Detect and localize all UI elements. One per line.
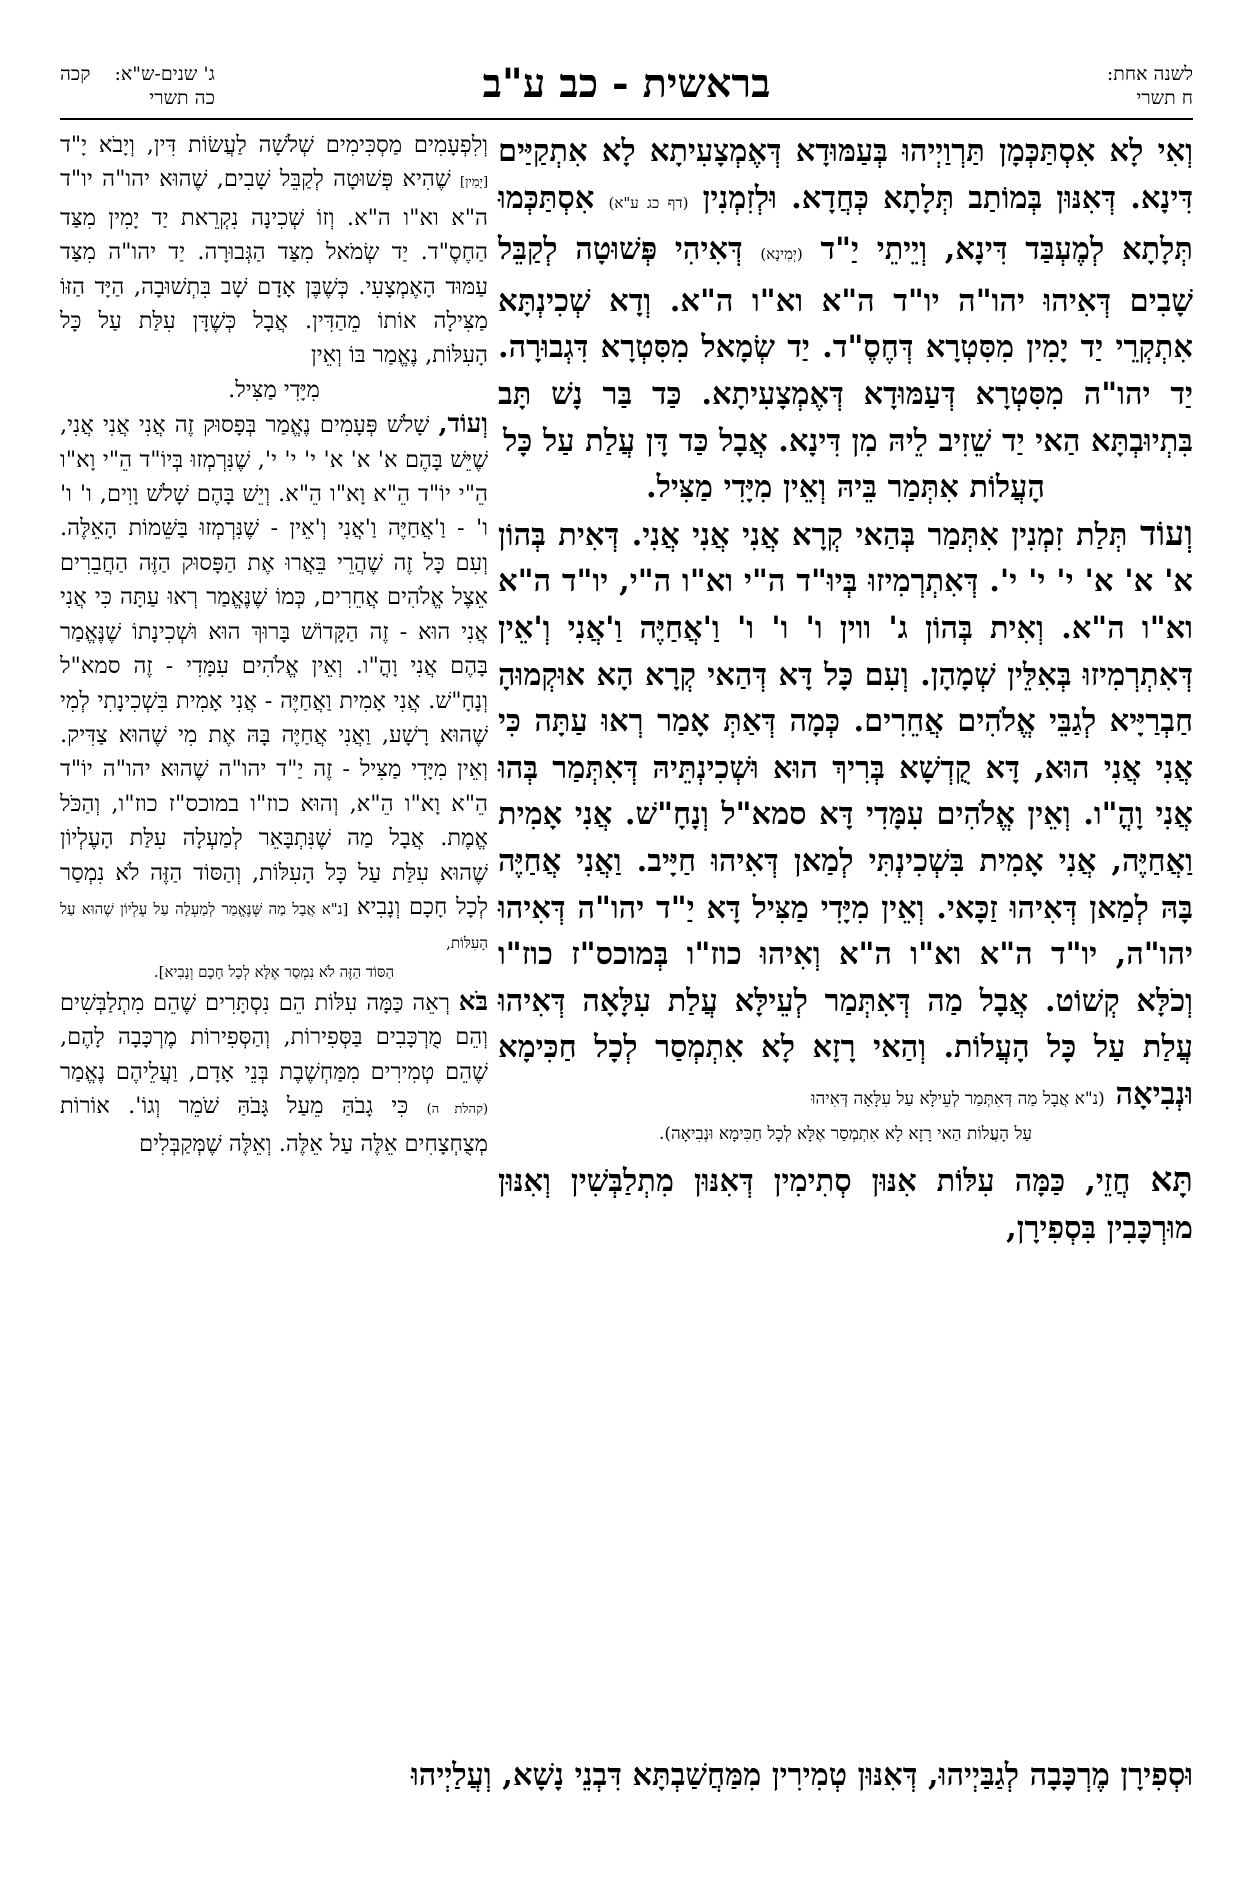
aramaic-text: תְּלַת זִמְנִין אִתְּמַר בְּהַאי קְרָא אֲנִי אֲנִי אֲנִי. דְּאִית בְּהוֹן א' א' א' י' י' י'. דְּאִתְרְמִיזוּ בְּיוּ"ד ה"י וא"ו ה"י, יו"ד ה"א וא"ו ה"א. וְאִית בְּהוֹן ג' ווין ו' ו' ו' וַ'אֲחַיֶּה וַ'אֲנִי וְ'אֵין דְּאִתְרְמִיזוּ בְּאִלֵּין שְׁמָהָן. וְעִם כָּל דָּא דְּהַאי קְרָא הָא אוּקְמוּהָ חַבְרַיָּיא לְגַבֵּי אֱלֹהִים אֲחֵרִים. כְּמָה דְּאַתְּ אָמַר רְאוּ עַתָּה כִּי אֲנִי אֲנִי הוּא, דָּא קֻדְשָׁא בְּרִיךְ הוּא וּשְׁכִינְתֵּיהּ דְּאִתְּמַר בְּהוּ אֲנִי וָהֳ"ו. וְאֵין אֱלֹהִים עִמָּדִי דָּא סמא"ל וְנָחָ"שׁ. אֲנִי אָמִית וַאֲחַיֶּה, אֲנִי אָמִית בִּשְׁכִינְתִּי לְמַאן דְּאִיהוּ חַיָּיב. וַאֲנִי אֲחַיֶּה בָּהּ לְמַאן דְּאִיהוּ זַכָּאי. וְאֵין מִיָּדִי מַצִּיל דָּא יַ"ד יהו"ה דְּאִיהוּ יהו"ה, יו"ד ה"א וא"ו ה"א וְאִיהוּ כוז"ו בְּמוכס"ז כוז"ו וְכֹלָּא קְשׁוֹט. אֲבָל מַה דְּאִתְּמַר לְעֵילָּא עֲלַת עִלָּאָה דְּאִיהוּ עֲלַת עַל כָּל הָעֲלוֹת. וְהַאי רָזָא לָא אִתְמְסַר לְכָל חַכִּימָא וּנְבִיאָה <box>498 516 1193 1112</box>
hebrew-text: רְאֵה כַּמָּה עִלּוֹת הֵם נִסְתָּרִים שֶׁהֵם מִתְלַבְּשִׁים וְהֵם מֻרְכָּבִים בַּסְּפִירוֹת, וְהַסְּפִירוֹת מֶרְכָּבָה לָהֶם, שֶׁהֵם טְמִירִים מִמַּחְשֶׁבֶת בְּנֵי אָדָם, וַעֲלֵיהֶם נֶאֱמַר <box>60 989 488 1085</box>
hebrew-translation-column <box>60 128 488 1162</box>
hebrew-text: וְלִפְעָמִים מַסְכִּימִים שְׁלֹשָׁה לַעֲשׂוֹת דִּין, וְיָבֹא יָ"ד <box>60 132 488 158</box>
aramaic-paragraph-2 <box>498 511 1193 1118</box>
aramaic-continuation-line: וּסְפִירָן מֶרְכָּבָה לְגַבַּיְיהוּ, דְּאִנּוּן טְמִירִין מִמַּחֲשַׁבְתָּא דִּבְנֵי נָשָׁא, וְעֲלַיְיהוּ <box>410 1757 1193 1793</box>
aramaic-paragraph-1 <box>498 128 1193 464</box>
paragraph-opening-word: וְעוֹד, <box>438 409 489 440</box>
page-number: קכה <box>60 63 91 85</box>
aramaic-paragraph-3 <box>498 1157 1193 1251</box>
aramaic-text: דְּאִיהִי פְּשׁוּטָה לְקַבֵּל שָׁבִים דְּאִיהוּ יהו"ה יו"ד ה"א וא"ו ה"א. וְדָא שְׁכִינְתָּא אִתְקְרֵי יַד יָמִין מִסִּטְרָא דְּחֶסֶ"ד. יַד שְׂמָאל מִסִּטְרָא דִּגְבוּרָה. יַד יהו"ה מִסִּטְרָא דְּעַמּוּדָא דְּאֶמְצָעִיתָא. כַּד בַּר נָשׁ תָּב בִּתְיוּבְתָּא הַאי יַד שֵׁזִיב לֵיהּ מִן דִּינָא. אֲבָל כַּד דָּן עֲלַת עַל כָּל <box>498 231 1193 459</box>
paragraph-opening-word: וְעוֹד <box>1140 513 1193 554</box>
hebrew-paragraph-2 <box>60 407 488 959</box>
aramaic-text: וְאִי לָא אִסְתַּכְּמָן תַּרְוַיְיהוּ בְּעַמּוּדָא דְּאֶמְצָעִיתָא לָא אִתְקַיַּים דִּינָא. דְּאִנּוּן בְּמוֹתַב תְּלָתָא כְּחֲדָא. וּלְזִמְנִין <box>498 133 1193 216</box>
hebrew-paragraph-3 <box>60 985 488 1162</box>
hebrew-text: כִּי גָבֹהַּ מֵעַל גָּבֹהַּ שֹׁמֵר וְגוֹ'. אוֹרוֹת מְצֻחְצָחִים אֵלֶּה עַל אֵלֶּה. וְאֵלֶּה שֶׁמְּקַבְּלִים <box>60 1092 488 1158</box>
variant-reference: [יָמִין] <box>460 175 489 191</box>
hebrew-paragraph-1 <box>60 128 488 373</box>
variant-note: [נ"א אֲבָל מַה שֶּׁנֶּאֱמַר לְמַעְלָה עַל עֶלְיוֹן שֶׁהוּא עַל הָעִלּוֹת, <box>60 899 488 953</box>
folio-reference: (דף כג ע"א) <box>608 193 689 212</box>
hebrew-text: שֶׁהִיא פְּשׁוּטָה לְקַבֵּל שָׁבִים, שֶׁהוּא יהו"ה יו"ד ה"א וא"ו ה"א. וְזוֹ שְׁכִינָה נִקְרֵאת יַד יָמִין מִצַּד הַחֶסֶ"ד. יַד שְׂמֹאל מִצַּד הַגְּבוּרָה. יַד יהו"ה מִצַּד עַמּוּד הָאֶמְצָעִי. כְּשֶׁבֶּן אָדָם שָׁב בִּתְשׁוּבָה, הַיָּד הַזּוֹ מַצִּילָה אוֹתוֹ מֵהַדִּין. אֲבָל כְּשֶׁדָּן עִלַּת עַל כָּל הָעִלּוֹת, נֶאֱמַר בּוֹ וְאֵין <box>60 166 488 369</box>
variant-note-end: עַל הָעֲלוֹת הַאי רָזָא לָא אִתְמְסַר אֶלָּא לְכָל חַכִּימָא וּנְבִיאָה). <box>658 1124 1033 1145</box>
variant-reference: (יְמִינָא) <box>760 245 803 264</box>
aramaic-text: אִסְתַּכְּמוּ תְּלָתָא לְמֶעְבַּד דִּינָא, וְיֵיתֵי יַ"ד <box>498 179 1193 268</box>
hebrew-paragraph-1-end: מִיָּדִי מַצִּיל. <box>228 376 320 403</box>
verse-reference: (קהלת ה) <box>426 1101 489 1117</box>
variant-note: (נ"א אֲבָל מַה דְּאִתְּמַר לְעֵילָּא עַל עִלָּאָה דְּאִיהוּ <box>811 1088 1105 1109</box>
page-header <box>60 56 1193 118</box>
page-title: בראשית - כב ע"ב <box>482 60 771 107</box>
variant-note-end: הַסּוֹד הַזֶּה לֹא נִמְסַר אֶלָּא לְכָל חָכָם וְנָבִיא]. <box>153 962 395 981</box>
aramaic-column <box>498 128 1193 1252</box>
paragraph-opening-word: בֹּא <box>458 986 488 1017</box>
header-divider <box>60 118 1193 120</box>
header-three-year-label: ג' שנים-ש"א: <box>114 63 215 85</box>
header-one-year-date: ח תשרי <box>1136 87 1193 109</box>
header-three-year-cycle <box>60 62 215 110</box>
hebrew-text: שָׁלֹשׁ פְּעָמִים נֶאֱמַר בְּפָסוּק זֶה אֲנִי אֲנִי אֲנִי, שֶׁיֵּשׁ בָּהֶם א' א' א' י' י' י', שֶׁנִּרְמְזוּ בְּיוֹ"ד הֵ"י וָא"ו הֵ"י יוֹ"ד הֵ"א וָא"ו הֵ"א. וְיֵשׁ בָּהֶם שָׁלֹשׁ וָוִים, ו' ו' ו' - וַ'אֲחַיֶּה וַ'אֲנִי וְ'אֵין - שֶׁנִּרְמְזוּ בַּשֵּׁמוֹת הָאֵלֶּה. וְעִם כָּל זֶה שֶׁהֲרֵי בֵּאֲרוּ אֶת הַפָּסוּק הַזֶּה הַחֲבֵרִים אֵצֶל אֱלֹהִים אֲחֵרִים, כְּמוֹ שֶׁנֶּאֱמַר רְאוּ עַתָּה כִּי אֲנִי אֲנִי הוּא - זֶה הַקָּדוֹשׁ בָּרוּךְ הוּא וּשְׁכִינָתוֹ שֶׁנֶּאֱמַר בָּהֶם אֲנִי וָהֳ"ו. וְאֵין אֱלֹהִים עִמָּדִי - זֶה סמא"ל וְנָחָ"שׁ. אֲנִי אָמִית וַאֲחַיֶּה - אֲנִי אָמִית בִּשְׁכִינָתִי לְמִי שֶׁהוּא רָשָׁע, וַאֲנִי אֲחַיֶּה בָּהּ אֶת מִי שֶׁהוּא צַדִּיק. וְאֵין מִיָּדִי מַצִּיל - זֶה יַ"ד יהו"ה שֶׁהוּא יהו"ה יוֹ"ד הֵ"א וָא"ו הֵ"א, וְהוּא כוז"ו במוכס"ז כוז"ו, וְהַכֹּל אֱמֶת. אֲבָל מַה שֶׁנִּתְבָּאֵר לְמַעְלָה עִלַּת הָעֶלְיוֹן שֶׁהוּא עִלַּת עַל כָּל הָעִלּוֹת, וְהַסּוֹד הַזֶּה לֹא נִמְסַר לְכָל חָכָם וְנָבִיא <box>60 412 488 920</box>
header-three-year-date: כה תשרי <box>149 87 215 109</box>
header-one-year-label: לשנה אחת: <box>1106 63 1193 85</box>
header-one-year-cycle <box>1107 62 1193 110</box>
paragraph-opening-word: תָּא <box>1150 1160 1194 1201</box>
aramaic-paragraph-1-end: הָעֲלוֹת אִתְּמַר בֵּיהּ וְאֵין מִיָּדִי מַצִּיל. <box>646 469 1045 506</box>
aramaic-text: חֲזֵי, כַּמָּה עִלּוֹת אִנּוּן סְתִימִין דְּאִנּוּן מִתְלַבְּשִׁין וְאִנּוּן מוּרְכָּבִין בִּסְפִירָן, <box>498 1163 1193 1247</box>
